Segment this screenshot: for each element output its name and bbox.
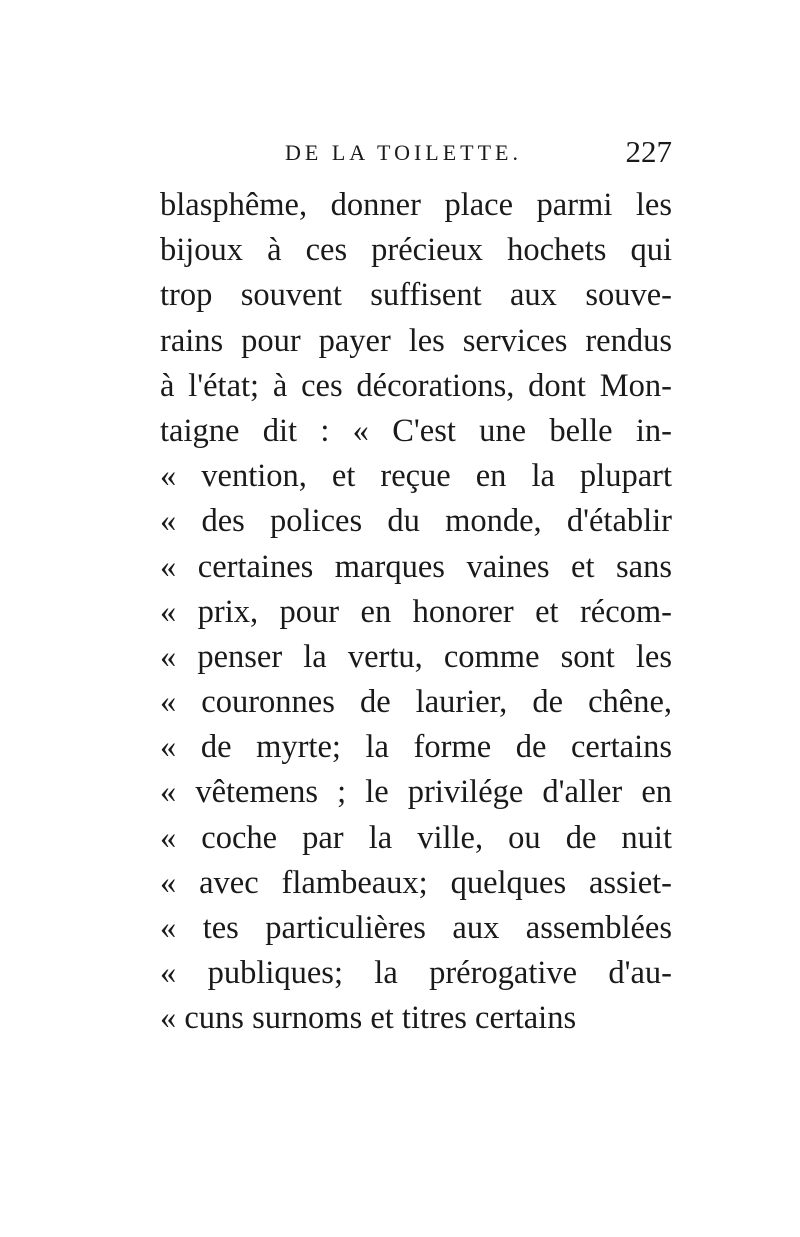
text-line: « prix, pour en honorer et récom- — [160, 593, 672, 630]
text-line: « des polices du monde, d'établir — [160, 503, 672, 540]
page-number: 227 — [625, 134, 672, 169]
text-line: « avec flambeaux; quelques assiet- — [160, 864, 672, 901]
text-line: « vêtemens ; le privilége d'aller en — [160, 774, 672, 811]
body-text — [160, 183, 672, 1042]
running-head — [160, 134, 672, 174]
text-line: « publiques; la prérogative d'au- — [160, 955, 672, 992]
text-line: rains pour payer les services rendus — [160, 322, 672, 359]
text-line: « vention, et reçue en la plupart — [160, 458, 672, 495]
text-line: « penser la vertu, comme sont les — [160, 638, 672, 675]
text-line: blasphême, donner place parmi les — [160, 187, 672, 223]
text-line: « certaines marques vaines et sans — [160, 548, 672, 585]
text-line: trop souvent suffisent aux souve- — [160, 277, 672, 314]
running-title: DE LA TOILETTE. — [285, 140, 522, 165]
text-line: « de myrte; la forme de certains — [160, 729, 672, 766]
text-line: « tes particulières aux assemblées — [160, 910, 672, 946]
text-line: « cuns surnoms et titres certains — [160, 1000, 577, 1037]
text-line: « couronnes de laurier, de chêne, — [160, 684, 672, 721]
text-line: bijoux à ces précieux hochets qui — [160, 232, 672, 269]
text-line: « coche par la ville, ou de nuit — [160, 819, 672, 856]
text-line: à l'état; à ces décorations, dont Mon- — [160, 367, 672, 404]
text-line: taigne dit : « C'est une belle in- — [160, 412, 672, 449]
